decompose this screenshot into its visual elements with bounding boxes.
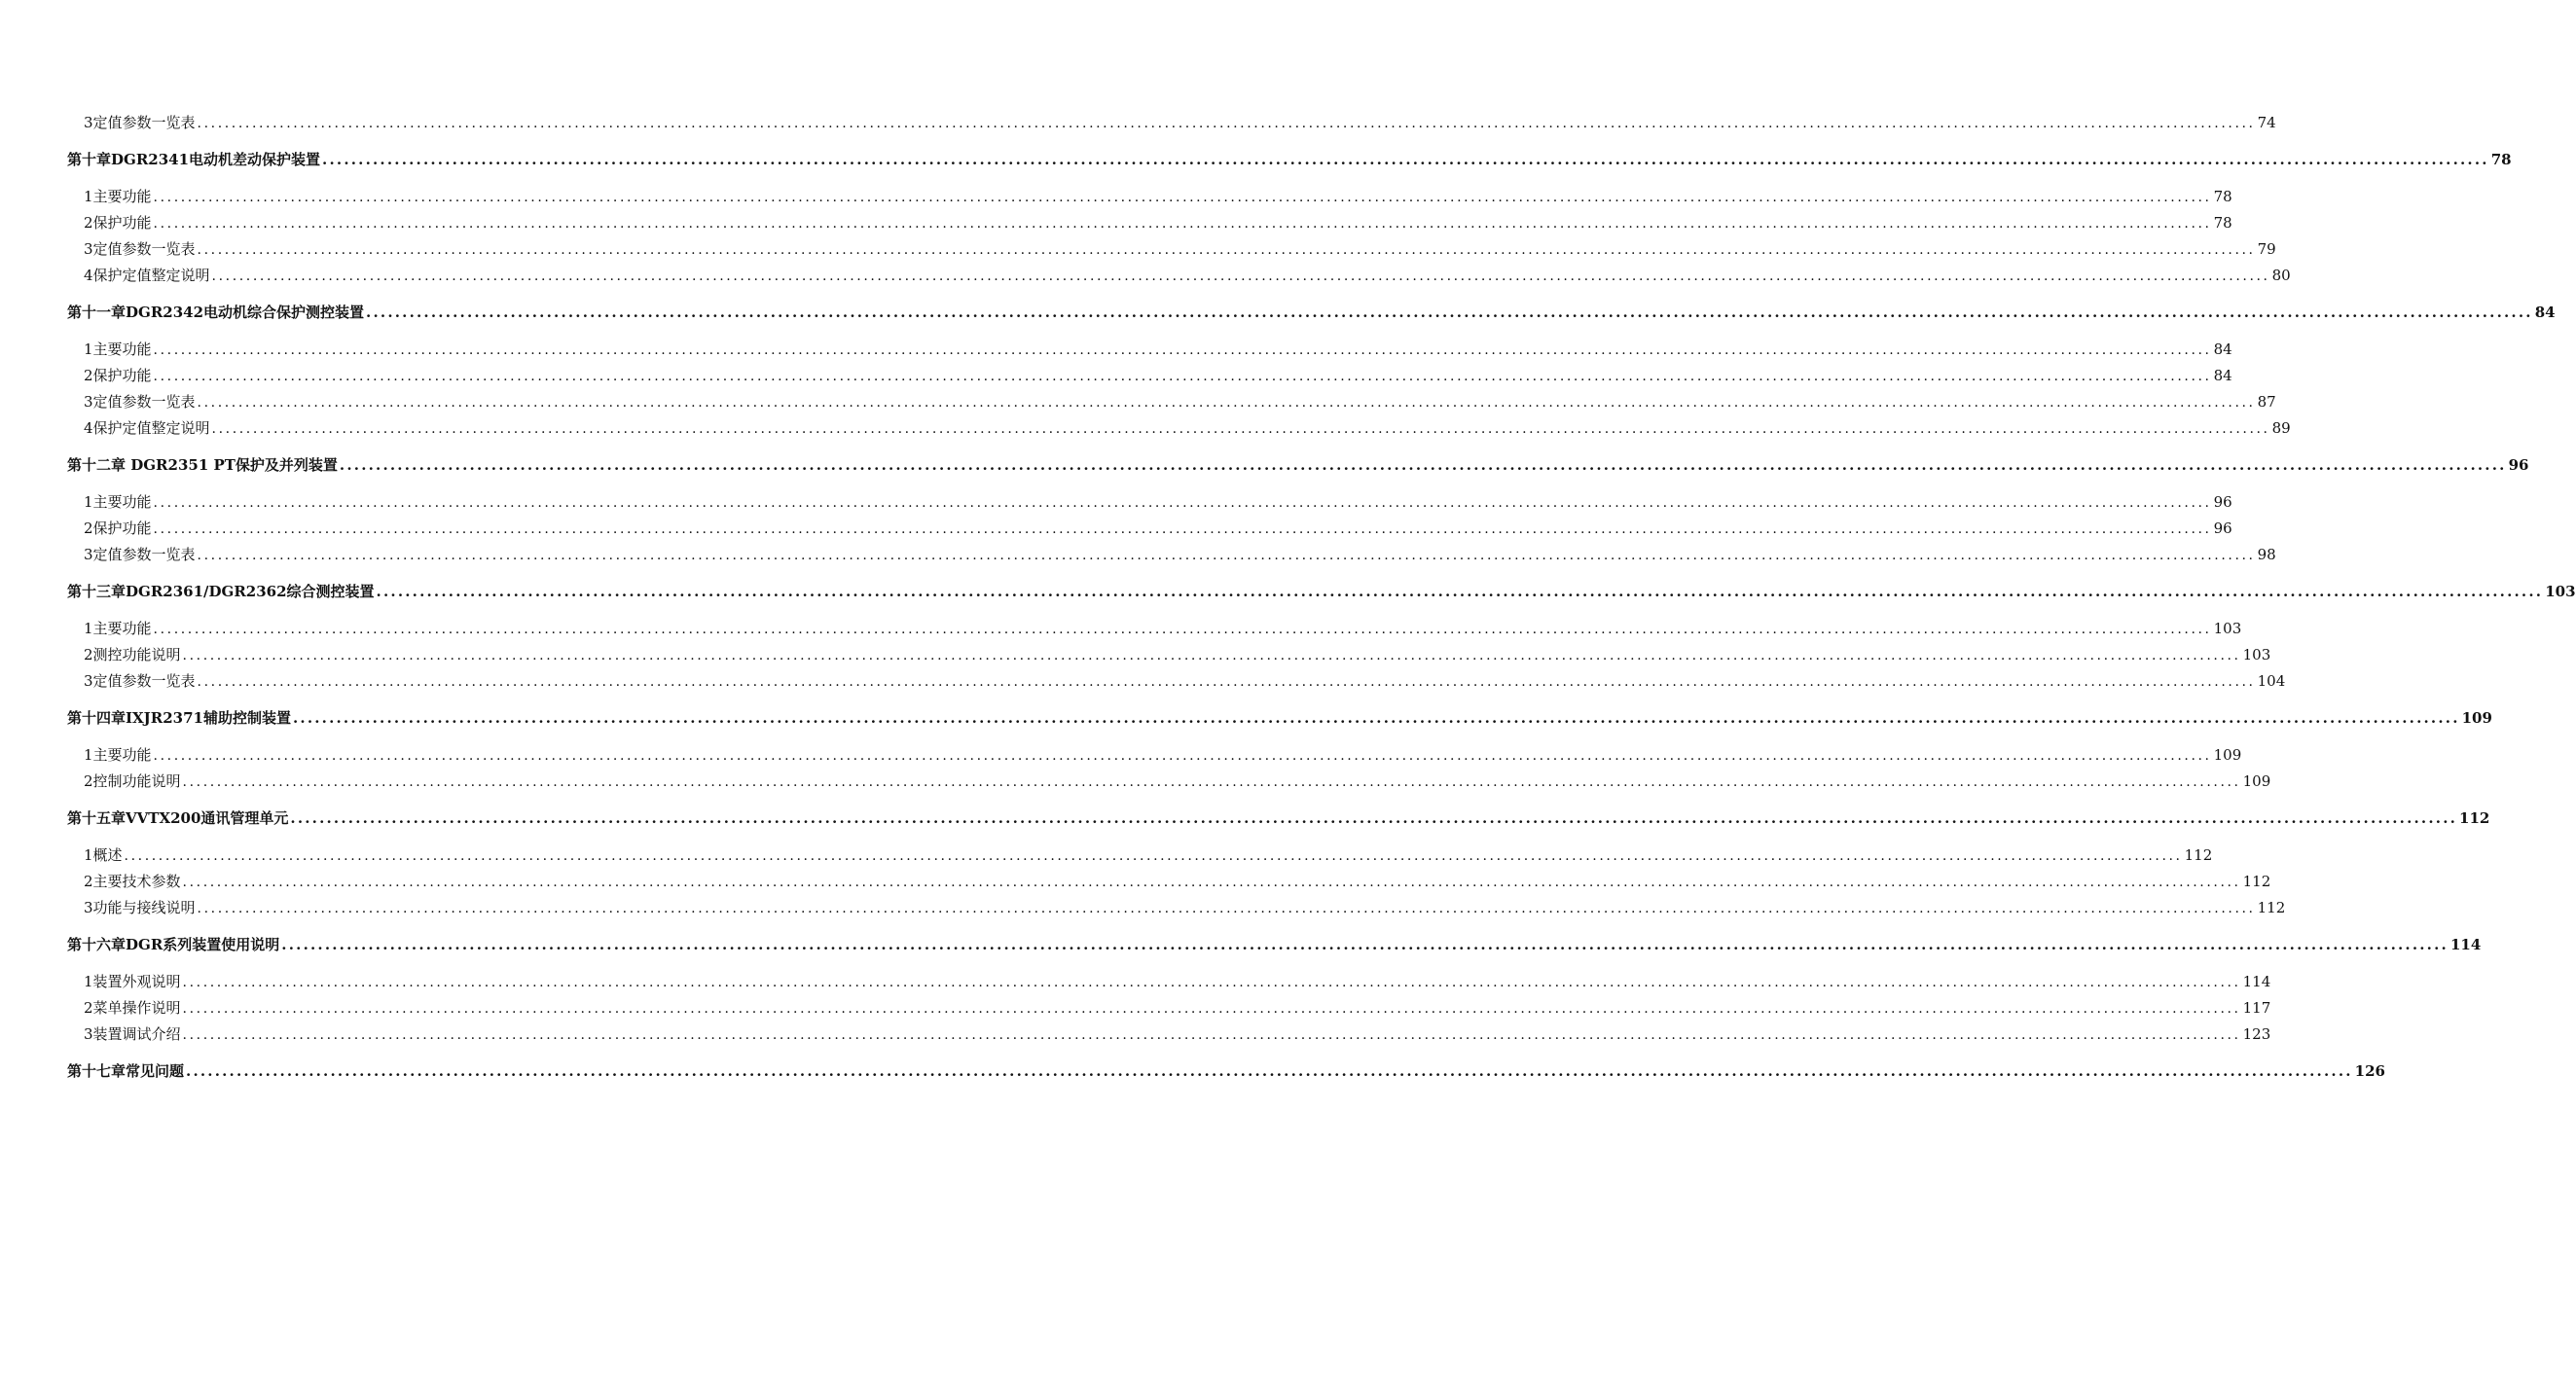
toc-page-number: 78: [2490, 151, 2512, 168]
toc-entry-title: 2保护功能: [84, 520, 152, 537]
toc-section-entry[interactable]: [84, 644, 2271, 665]
toc-dot-leader: ............................................................................................................................................................................................................................................................................................................: [339, 456, 2507, 474]
toc-page-number: 96: [2213, 493, 2232, 511]
toc-dot-leader: ............................................................................................................................................................................................................................................................................................................: [153, 748, 2212, 764]
toc-entry-title: 3定值参数一览表: [84, 672, 196, 690]
toc-chapter-entry[interactable]: [67, 454, 2529, 476]
toc-dot-leader: ............................................................................................................................................................................................................................................................................................................: [281, 936, 2449, 953]
toc-dot-leader: ............................................................................................................................................................................................................................................................................................................: [322, 151, 2489, 168]
toc-section-entry[interactable]: [84, 518, 2232, 539]
toc-dot-leader: ............................................................................................................................................................................................................................................................................................................: [197, 116, 2256, 131]
toc-section-entry[interactable]: [84, 670, 2286, 692]
toc-entry-title: 第十六章DGR系列装置使用说明: [67, 936, 280, 953]
toc-page-number: 123: [2242, 1025, 2271, 1043]
toc-chapter-entry[interactable]: [67, 807, 2490, 829]
toc-entry-title: 1主要功能: [84, 620, 152, 637]
toc-dot-leader: ............................................................................................................................................................................................................................................................................................................: [153, 369, 2212, 384]
toc-entry-title: 1概述: [84, 846, 123, 864]
toc-dot-leader: ............................................................................................................................................................................................................................................................................................................: [153, 622, 2212, 637]
toc-section-entry[interactable]: [84, 771, 2271, 792]
toc-entry-title: 第十二章 DGR2351 PT保护及并列装置: [67, 456, 338, 474]
toc-dot-leader: ............................................................................................................................................................................................................................................................................................................: [211, 421, 2270, 437]
toc-section-entry[interactable]: [84, 112, 2276, 133]
toc-section-entry[interactable]: [84, 339, 2232, 360]
toc-dot-leader: ............................................................................................................................................................................................................................................................................................................: [376, 583, 2544, 600]
toc-page-number: 109: [2242, 772, 2271, 790]
toc-section-entry[interactable]: [84, 186, 2232, 207]
toc-page-number: 96: [2213, 520, 2232, 537]
toc-page-number: 74: [2257, 114, 2276, 131]
toc-section-entry[interactable]: [84, 844, 2213, 866]
toc-section-entry[interactable]: [84, 744, 2242, 766]
toc-entry-title: 1装置外观说明: [84, 973, 181, 990]
toc-dot-leader: ............................................................................................................................................................................................................................................................................................................: [153, 342, 2212, 358]
toc-dot-leader: ............................................................................................................................................................................................................................................................................................................: [197, 674, 2256, 690]
toc-dot-leader: ............................................................................................................................................................................................................................................................................................................: [153, 190, 2212, 205]
toc-page-number: 112: [2257, 899, 2286, 916]
toc-section-entry[interactable]: [84, 1023, 2271, 1045]
toc-dot-leader: ............................................................................................................................................................................................................................................................................................................: [153, 216, 2212, 232]
toc-dot-leader: ............................................................................................................................................................................................................................................................................................................: [197, 548, 2256, 563]
toc-section-entry[interactable]: [84, 238, 2276, 260]
toc-page-number: 103: [2242, 646, 2271, 663]
toc-dot-leader: ............................................................................................................................................................................................................................................................................................................: [290, 809, 2458, 827]
toc-dot-leader: ............................................................................................................................................................................................................................................................................................................: [153, 495, 2212, 511]
toc-page-number: 98: [2257, 546, 2276, 563]
toc-dot-leader: ............................................................................................................................................................................................................................................................................................................: [197, 901, 2256, 916]
toc-entry-title: 第十四章IXJR2371辅助控制装置: [67, 709, 291, 727]
toc-section-entry[interactable]: [84, 491, 2232, 513]
toc-section-entry[interactable]: [84, 265, 2291, 286]
toc-section-entry[interactable]: [84, 871, 2271, 892]
toc-page-number: 126: [2354, 1062, 2385, 1080]
toc-entry-title: 1主要功能: [84, 188, 152, 205]
toc-section-entry[interactable]: [84, 212, 2232, 233]
toc-page-number: 114: [2242, 973, 2271, 990]
toc-chapter-entry[interactable]: [67, 934, 2482, 955]
toc-entry-title: 3功能与接线说明: [84, 899, 196, 916]
toc-dot-leader: ............................................................................................................................................................................................................................................................................................................: [182, 774, 2241, 790]
toc-page-number: 109: [2213, 746, 2242, 764]
toc-page-number: 96: [2508, 456, 2529, 474]
toc-entry-title: 第十章DGR2341电动机差动保护装置: [67, 151, 321, 168]
toc-page-number: 112: [2184, 846, 2213, 864]
toc-page-number: 112: [2459, 809, 2490, 827]
toc-section-entry[interactable]: [84, 544, 2276, 565]
toc-entry-title: 2保护功能: [84, 367, 152, 384]
toc-page-number: 109: [2461, 709, 2492, 727]
toc-page-number: 103: [2213, 620, 2242, 637]
toc-dot-leader: ............................................................................................................................................................................................................................................................................................................: [292, 709, 2460, 727]
toc-dot-leader: ............................................................................................................................................................................................................................................................................................................: [182, 875, 2241, 890]
toc-page-number: 78: [2213, 188, 2232, 205]
toc-page-number: 84: [2213, 367, 2232, 384]
toc-entry-title: 2菜单操作说明: [84, 999, 181, 1017]
toc-section-entry[interactable]: [84, 997, 2271, 1019]
toc-dot-leader: ............................................................................................................................................................................................................................................................................................................: [153, 521, 2212, 537]
toc-chapter-entry[interactable]: [67, 1060, 2385, 1082]
toc-section-entry[interactable]: [84, 417, 2291, 439]
toc-page-number: 114: [2449, 936, 2482, 953]
toc-entry-title: 1主要功能: [84, 493, 152, 511]
toc-page-number: 104: [2257, 672, 2286, 690]
toc-entry-title: 第十一章DGR2342电动机综合保护测控装置: [67, 304, 365, 321]
toc-entry-title: 3定值参数一览表: [84, 393, 196, 411]
toc-page-number: 84: [2534, 304, 2556, 321]
toc-entry-title: 1主要功能: [84, 746, 152, 764]
toc-entry-title: 2控制功能说明: [84, 772, 181, 790]
toc-entry-title: 2测控功能说明: [84, 646, 181, 663]
toc-dot-leader: ............................................................................................................................................................................................................................................................................................................: [211, 269, 2270, 284]
toc-page-number: 89: [2271, 419, 2291, 437]
toc-chapter-entry[interactable]: [67, 302, 2556, 323]
toc-chapter-entry[interactable]: [67, 707, 2492, 729]
toc-entry-title: 第十五章VVTX200通讯管理单元: [67, 809, 289, 827]
toc-dot-leader: ............................................................................................................................................................................................................................................................................................................: [182, 975, 2241, 990]
toc-entry-title: 第十七章常见问题: [67, 1062, 185, 1080]
toc-section-entry[interactable]: [84, 618, 2242, 639]
toc-entry-title: 2保护功能: [84, 214, 152, 232]
toc-page-number: 80: [2271, 267, 2291, 284]
toc-entry-title: 第十三章DGR2361/DGR2362综合测控装置: [67, 583, 375, 600]
toc-entry-title: 3定值参数一览表: [84, 114, 196, 131]
toc-dot-leader: ............................................................................................................................................................................................................................................................................................................: [197, 395, 2256, 411]
toc-dot-leader: ............................................................................................................................................................................................................................................................................................................: [366, 304, 2533, 321]
toc-dot-leader: ............................................................................................................................................................................................................................................................................................................: [197, 242, 2256, 258]
toc-entry-title: 3定值参数一览表: [84, 240, 196, 258]
toc-page-number: 112: [2242, 873, 2271, 890]
toc-chapter-entry[interactable]: [67, 581, 2576, 602]
toc-entry-title: 3定值参数一览表: [84, 546, 196, 563]
toc-section-entry[interactable]: [84, 897, 2286, 918]
toc-page-number: 117: [2242, 999, 2271, 1017]
toc-section-entry[interactable]: [84, 971, 2271, 992]
toc-dot-leader: ............................................................................................................................................................................................................................................................................................................: [186, 1062, 2353, 1080]
toc-section-entry[interactable]: [84, 365, 2232, 386]
toc-dot-leader: ............................................................................................................................................................................................................................................................................................................: [182, 1001, 2241, 1017]
toc-page-number: 78: [2213, 214, 2232, 232]
toc-entry-title: 2主要技术参数: [84, 873, 181, 890]
toc-dot-leader: ............................................................................................................................................................................................................................................................................................................: [182, 1027, 2241, 1043]
toc-page-number: 103: [2545, 583, 2576, 600]
toc-entry-title: 4保护定值整定说明: [84, 419, 210, 437]
toc-section-entry[interactable]: [84, 391, 2276, 412]
toc-dot-leader: ............................................................................................................................................................................................................................................................................................................: [182, 648, 2241, 663]
toc-dot-leader: ............................................................................................................................................................................................................................................................................................................: [124, 848, 2183, 864]
toc-entry-title: 3装置调试介绍: [84, 1025, 181, 1043]
toc-chapter-entry[interactable]: [67, 149, 2512, 170]
toc-page-number: 79: [2257, 240, 2276, 258]
toc-page-number: 84: [2213, 341, 2232, 358]
toc-page-number: 87: [2257, 393, 2276, 411]
toc-entry-title: 1主要功能: [84, 341, 152, 358]
toc-entry-title: 4保护定值整定说明: [84, 267, 210, 284]
